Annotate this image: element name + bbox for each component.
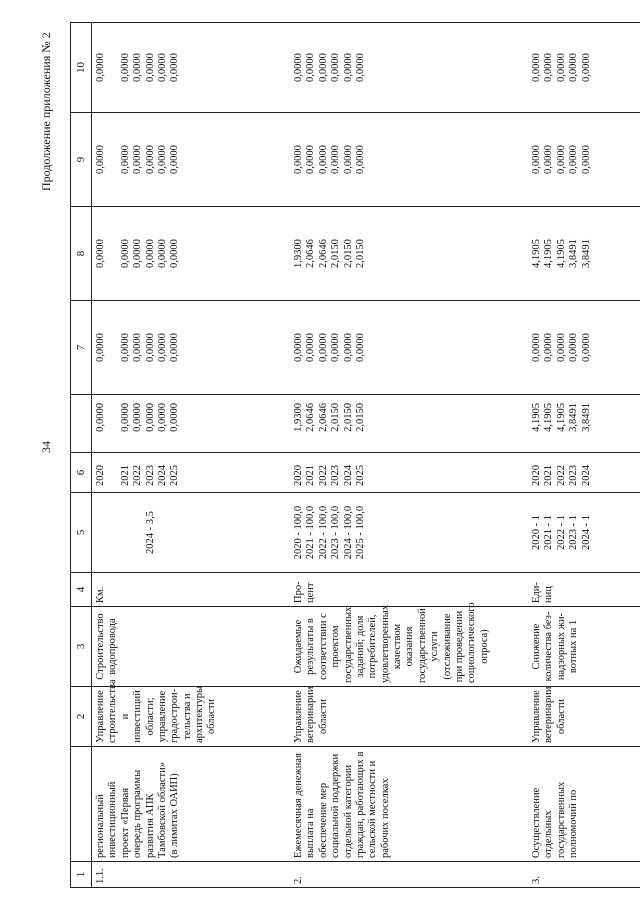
funding-total: 4,1905 4,1905 4,1905 3,8491 3,8491 — [528, 395, 640, 453]
funding-federal: 0,0000 0,0000 0,0000 0,0000 0,0000 0,0000 — [290, 301, 528, 395]
target-values: 2020 - 100,0 2021 - 100,0 2022 - 100,0 2023 - 100,0 2024 - 100,0 2025 - 100,0 — [290, 493, 528, 573]
col-header-5: 5 — [71, 493, 92, 573]
target-values: 2024 - 3,5 — [92, 493, 291, 573]
years: 2020 2021 2022 2023 2024 2025 — [92, 453, 291, 493]
column-number-row — [71, 23, 92, 888]
years: 2020 2021 2022 2023 2024 2025 — [290, 453, 528, 493]
page-number: 34 — [39, 441, 53, 453]
unit: Еди- ниц — [528, 573, 640, 607]
col-header-8: 8 — [71, 207, 92, 301]
col-header-7: 7 — [71, 301, 92, 395]
funding-other: 0,0000 0,0000 0,0000 0,0000 0,0000 — [528, 23, 640, 113]
indicator: Ожидаемые результаты в соответствии с проектом государственных заданий; доля потребителей, удовлетворенных качеством оказания государственной услуги (отслеживание при проведении социологического опроса) — [290, 607, 528, 687]
funding-regional: 0,0000 0,0000 0,0000 0,0000 0,0000 0,0000 — [92, 207, 291, 301]
funding-total: 0,0000 0,0000 0,0000 0,0000 0,0000 0,0000 — [92, 395, 291, 453]
funding-other: 0,0000 0,0000 0,0000 0,0000 0,0000 0,0000 — [92, 23, 291, 113]
row-number: 2. — [290, 862, 528, 888]
program-table — [70, 22, 640, 888]
row-number: 3. — [528, 862, 640, 888]
col-header-1b — [71, 747, 92, 862]
indicator: Строительство водопровода — [92, 607, 291, 687]
table-row — [92, 23, 291, 888]
col-header-2: 2 — [71, 687, 92, 747]
measure-name: региональный инвестиционный проект «Первая очередь программы развития АПК Тамбовской области» (в лимитах ОАИП) — [92, 747, 291, 862]
funding-other: 0,0000 0,0000 0,0000 0,0000 0,0000 0,0000 — [290, 23, 528, 113]
unit: Про- цент — [290, 573, 528, 607]
table-row — [528, 23, 640, 888]
page-title: Продолжение приложения № 2 — [39, 32, 53, 191]
table-row — [290, 23, 528, 888]
executor: Управление ветеринарии области — [528, 687, 640, 747]
col-header-3: 3 — [71, 607, 92, 687]
executor: Управление строительства и инвестиций области; управление градострои- тельства и архитектуры области — [92, 687, 291, 747]
col-header-10: 10 — [71, 23, 92, 113]
funding-regional: 1,9300 2,0646 2,0646 2,0150 2,0150 2,0150 — [290, 207, 528, 301]
funding-local: 0,0000 0,0000 0,0000 0,0000 0,0000 — [528, 113, 640, 207]
col-header-6: 6 — [71, 453, 92, 493]
col-header-4: 4 — [71, 573, 92, 607]
funding-federal: 0,0000 0,0000 0,0000 0,0000 0,0000 0,0000 — [92, 301, 291, 395]
years: 2020 2021 2022 2023 2024 — [528, 453, 640, 493]
funding-regional: 4,1905 4,1905 4,1905 3,8491 3,8491 — [528, 207, 640, 301]
funding-local: 0,0000 0,0000 0,0000 0,0000 0,0000 0,0000 — [92, 113, 291, 207]
unit: Км. — [92, 573, 291, 607]
col-header-6b — [71, 395, 92, 453]
indicator: Снижение количества без- надзорных жи- вотных на 1 — [528, 607, 640, 687]
row-number: 1.1. — [92, 862, 291, 888]
measure-name: Осуществление отдельных государственных полномочий по — [528, 747, 640, 862]
executor: Управление ветеринарии области — [290, 687, 528, 747]
col-header-9: 9 — [71, 113, 92, 207]
funding-federal: 0,0000 0,0000 0,0000 0,0000 0,0000 — [528, 301, 640, 395]
measure-name: Ежемесячная денежная выплата на обеспечение мер социальной поддержки отдельной категории граждан, работающих в сельской местности и рабочих поселках — [290, 747, 528, 862]
col-header-1a: 1 — [71, 862, 92, 888]
funding-local: 0,0000 0,0000 0,0000 0,0000 0,0000 0,0000 — [290, 113, 528, 207]
target-values: 2020 - 1 2021 - 1 2022 - 1 2023 - 1 2024 - 1 — [528, 493, 640, 573]
funding-total: 1,9300 2,0646 2,0646 2,0150 2,0150 2,0150 — [290, 395, 528, 453]
